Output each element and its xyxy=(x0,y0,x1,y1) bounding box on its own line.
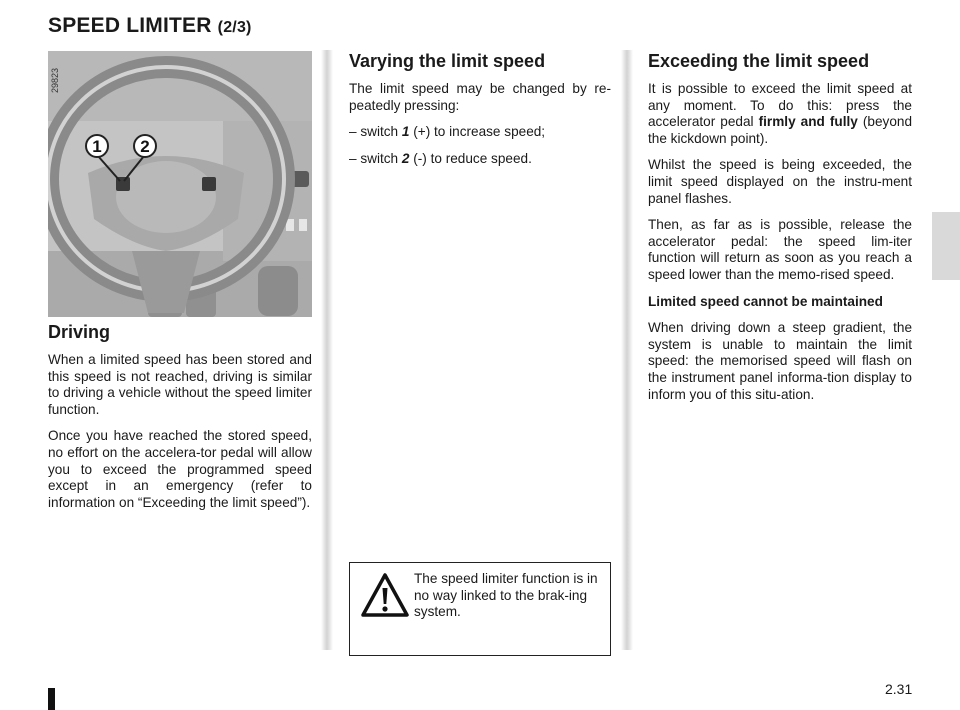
warning-triangle-icon xyxy=(360,571,410,621)
column-varying xyxy=(349,51,611,177)
driving-paragraph-1: When a limited speed has been stored and this speed is not reached, driving is similar to driving a vehicle without the speed limiter function. xyxy=(48,352,312,417)
title-main: SPEED LIMITER xyxy=(48,14,212,37)
page-edge-marker xyxy=(48,688,55,710)
heading-driving: Driving xyxy=(48,322,111,342)
varying-intro: The limit speed may be changed by re-peatedly pressing: xyxy=(349,81,611,113)
column-divider-right xyxy=(621,50,633,650)
chapter-tab xyxy=(932,212,960,280)
steering-wheel-drawing xyxy=(48,51,312,317)
list-item-switch-1: – switch 1 (+) to increase speed; xyxy=(349,124,546,140)
heading-varying: Varying the limit speed xyxy=(349,51,546,71)
driving-paragraph-2: Once you have reached the stored speed, no effort on the accelera-tor pedal will allow you to exceed the programmed speed except in an emergency (refer to information on “Exceeding the limit speed”). xyxy=(48,428,312,510)
callout-1: 1 xyxy=(92,137,102,156)
exceeding-paragraph-1: It is possible to exceed the limit speed at any moment. To do this: press the accelerator pedal firmly and fully (beyond the kickdown point). xyxy=(648,81,913,146)
exceeding-paragraph-2: Whilst the speed is being exceeded, the limit speed displayed on the instru-ment panel flashes. xyxy=(648,157,912,206)
title-suffix: (2/3) xyxy=(217,19,252,36)
steering-wheel-illustration xyxy=(48,51,312,317)
exceeding-paragraph-3: Then, as far as is possible, release the accelerator pedal: the speed lim-iter function will return as soon as you reach a speed lower than the memo-rised speed. xyxy=(648,217,912,282)
page-title xyxy=(48,14,252,38)
column-driving xyxy=(48,322,312,521)
page-number: 2.31 xyxy=(885,681,913,697)
column-divider-left xyxy=(321,50,333,650)
heading-exceeding: Exceeding the limit speed xyxy=(648,51,870,71)
exceeding-paragraph-4: When driving down a steep gradient, the system is unable to maintain the limit speed: the memorised speed will flash on the instrument panel informa-tion display to inform you of this situ-ation. xyxy=(648,320,912,402)
callout-2: 2 xyxy=(140,137,150,156)
figure-code: 29823 xyxy=(50,67,60,93)
emphasis-firmly-fully: firmly and fully xyxy=(758,114,858,130)
warning-box xyxy=(349,562,611,656)
switch-number-2: 2 xyxy=(401,150,410,166)
subheading-limited-speed: Limited speed cannot be maintained xyxy=(648,293,883,309)
warning-text: The speed limiter function is in no way linked to the brak-ing system. xyxy=(414,571,598,620)
list-item-switch-2: – switch 2 (-) to reduce speed. xyxy=(349,150,532,166)
column-exceeding xyxy=(648,51,912,413)
switch-number-1: 1 xyxy=(401,124,410,140)
